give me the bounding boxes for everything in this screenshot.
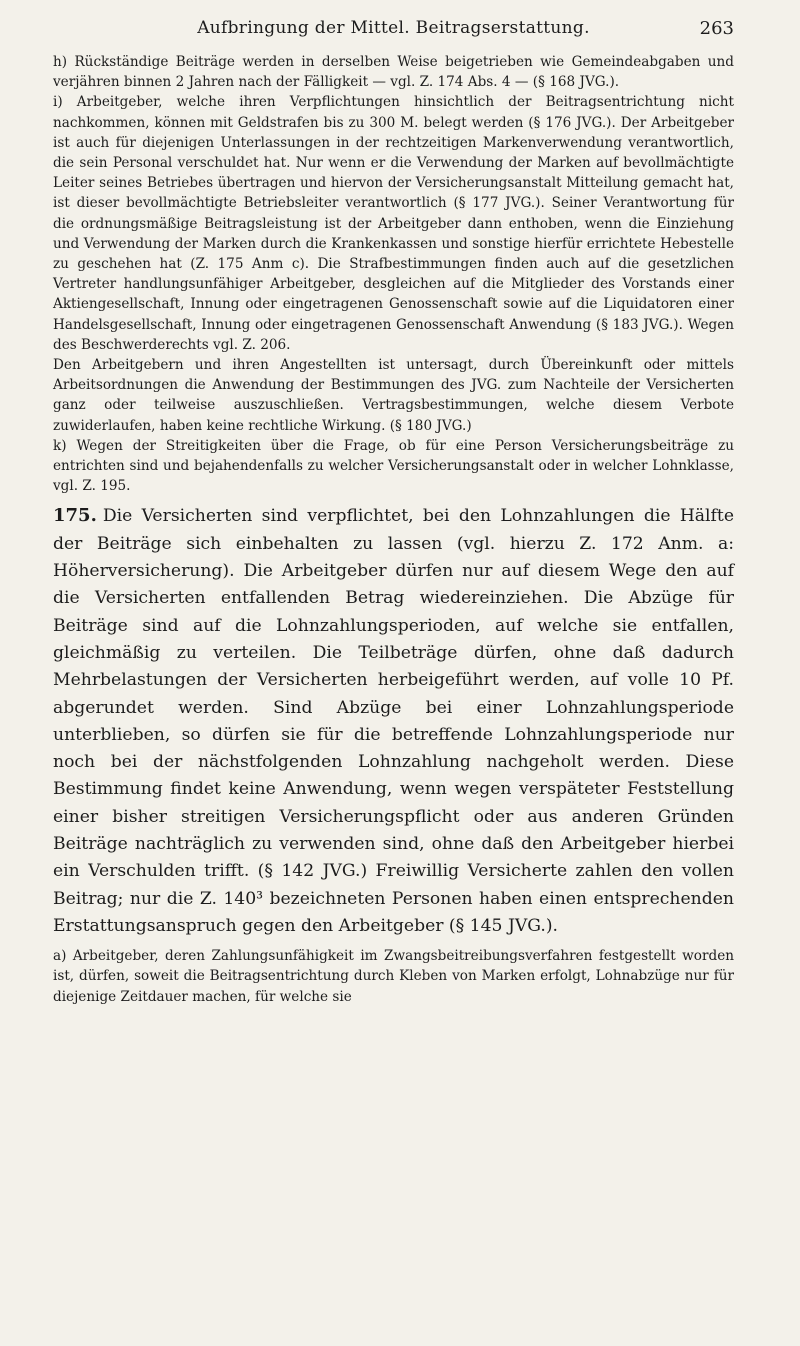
section-175 (53, 502, 734, 940)
book-page (0, 10, 800, 1346)
footnote-block (53, 946, 734, 1007)
paragraph-arbeitgeber: Den Arbeitgebern und ihren Angestellten ist untersagt, durch Übereinkunft oder mittels Arbeitsordnungen die Anwendung der Bestimmungen des JVG. zum Nachteile der Versicherten ganz oder teilweise auszuschließen. Vertragsbestimmungen, welche diesem Verbote zuwiderlaufen, haben keine rechtliche Wirkung. (§ 180 JVG.) (53, 357, 734, 434)
section-number: 175. (53, 505, 97, 527)
running-header (53, 10, 734, 44)
paragraph-h: h) Rückständige Beiträge werden in derselben Weise beigetrieben wie Gemeindeabgaben und verjähren binnen 2 Jahren nach der Fälligkeit — vgl. Z. 174 Abs. 4 — (§ 168 JVG.). (53, 54, 734, 91)
section-text: Die Versicherten sind verpflichtet, bei den Lohnzahlungen die Hälfte der Beiträge sich einbehalten zu lassen (vgl. hierzu Z. 172 Anm. a: Höherversicherung). Die Arbeitgeber dürfen nur auf diesem Wege den auf die Versicherten entfallenden Betrag wiedereinziehen. Die Abzüge für Beiträge sind auf die Lohnzahlungsperioden, auf welche sie entfallen, gleichmäßig zu verteilen. Die Teilbeträge dürfen, ohne daß dadurch Mehrbelastungen der Versicherten herbeigeführt werden, auf volle 10 Pf. abgerundet werden. Sind Abzüge bei einer Lohnzahlungsperiode unterblieben, so dürfen sie für die betreffende Lohnzahlungsperiode nur noch bei der nächstfolgenden Lohnzahlung nachgeholt werden. Diese Bestimmung findet keine Anwendung, wenn wegen verspäteter Feststellung einer bisher streitigen Versicherungspflicht oder aus anderen Gründen Beiträge nachträglich zu verwenden sind, ohne daß den Arbeitgeber hierbei ein Verschulden trifft. (§ 142 JVG.) Freiwillig Versicherte zahlen den vollen Beitrag; nur die Z. 140³ bezeichneten Personen haben einen entsprechenden Erstattungsanspruch gegen den Arbeitgeber (§ 145 JVG.). (53, 506, 734, 936)
page-number: 263 (699, 18, 734, 39)
small-print-block (53, 52, 734, 496)
main-section (53, 502, 734, 940)
footnote-a: a) Arbeitgeber, deren Zahlungsunfähigkeit im Zwangsbeitreibungsverfahren festgestellt worden ist, dürfen, soweit die Beitragsentrichtung durch Kleben von Marken erfolgt, Lohnabzüge nur für diejenige Zeitdauer machen, für welche sie (53, 948, 734, 1005)
paragraph-i: i) Arbeitgeber, welche ihren Verpflichtungen hinsichtlich der Beitragsentrichtung nicht nachkommen, können mit Geldstrafen bis zu 300 M. belegt werden (§ 176 JVG.). Der Arbeitgeber ist auch für diejenigen Unterlassungen in der rechtzeitigen Markenverwendung verantwortlich, die sein Personal verschuldet hat. Nur wenn er die Verwendung der Marken auf bevollmächtigte Leiter seines Betriebes übertragen und hiervon der Versicherungsanstalt Mitteilung gemacht hat, ist dieser bevollmächtigte Betriebsleiter verantwortlich (§ 177 JVG.). Seiner Verantwortung für die ordnungsmäßige Beitragsleistung ist der Arbeitgeber dann enthoben, wenn die Einziehung und Verwendung der Marken durch die Krankenkassen und sonstige hierfür errichtete Hebestelle zu geschehen hat (Z. 175 Anm c). Die Strafbestimmungen finden auch auf die gesetzlichen Vertreter handlungsunfähiger Arbeitgeber, desgleichen auf die Mitglieder des Vorstands einer Aktiengesellschaft, Innung oder eingetragenen Genossenschaft sowie auf die Liquidatoren einer Handelsgesellschaft, Innung oder eingetragenen Genossenschaft Anwendung (§ 183 JVG.). Wegen des Beschwerderechts vgl. Z. 206. (53, 94, 734, 353)
header-title: Aufbringung der Mittel. Beitragserstattung. (197, 18, 590, 38)
paragraph-k: k) Wegen der Streitigkeiten über die Frage, ob für eine Person Versicherungsbeiträge zu entrichten sind und bejahendenfalls zu welcher Versicherungsanstalt oder in welcher Lohnklasse, vgl. Z. 195. (53, 437, 734, 495)
